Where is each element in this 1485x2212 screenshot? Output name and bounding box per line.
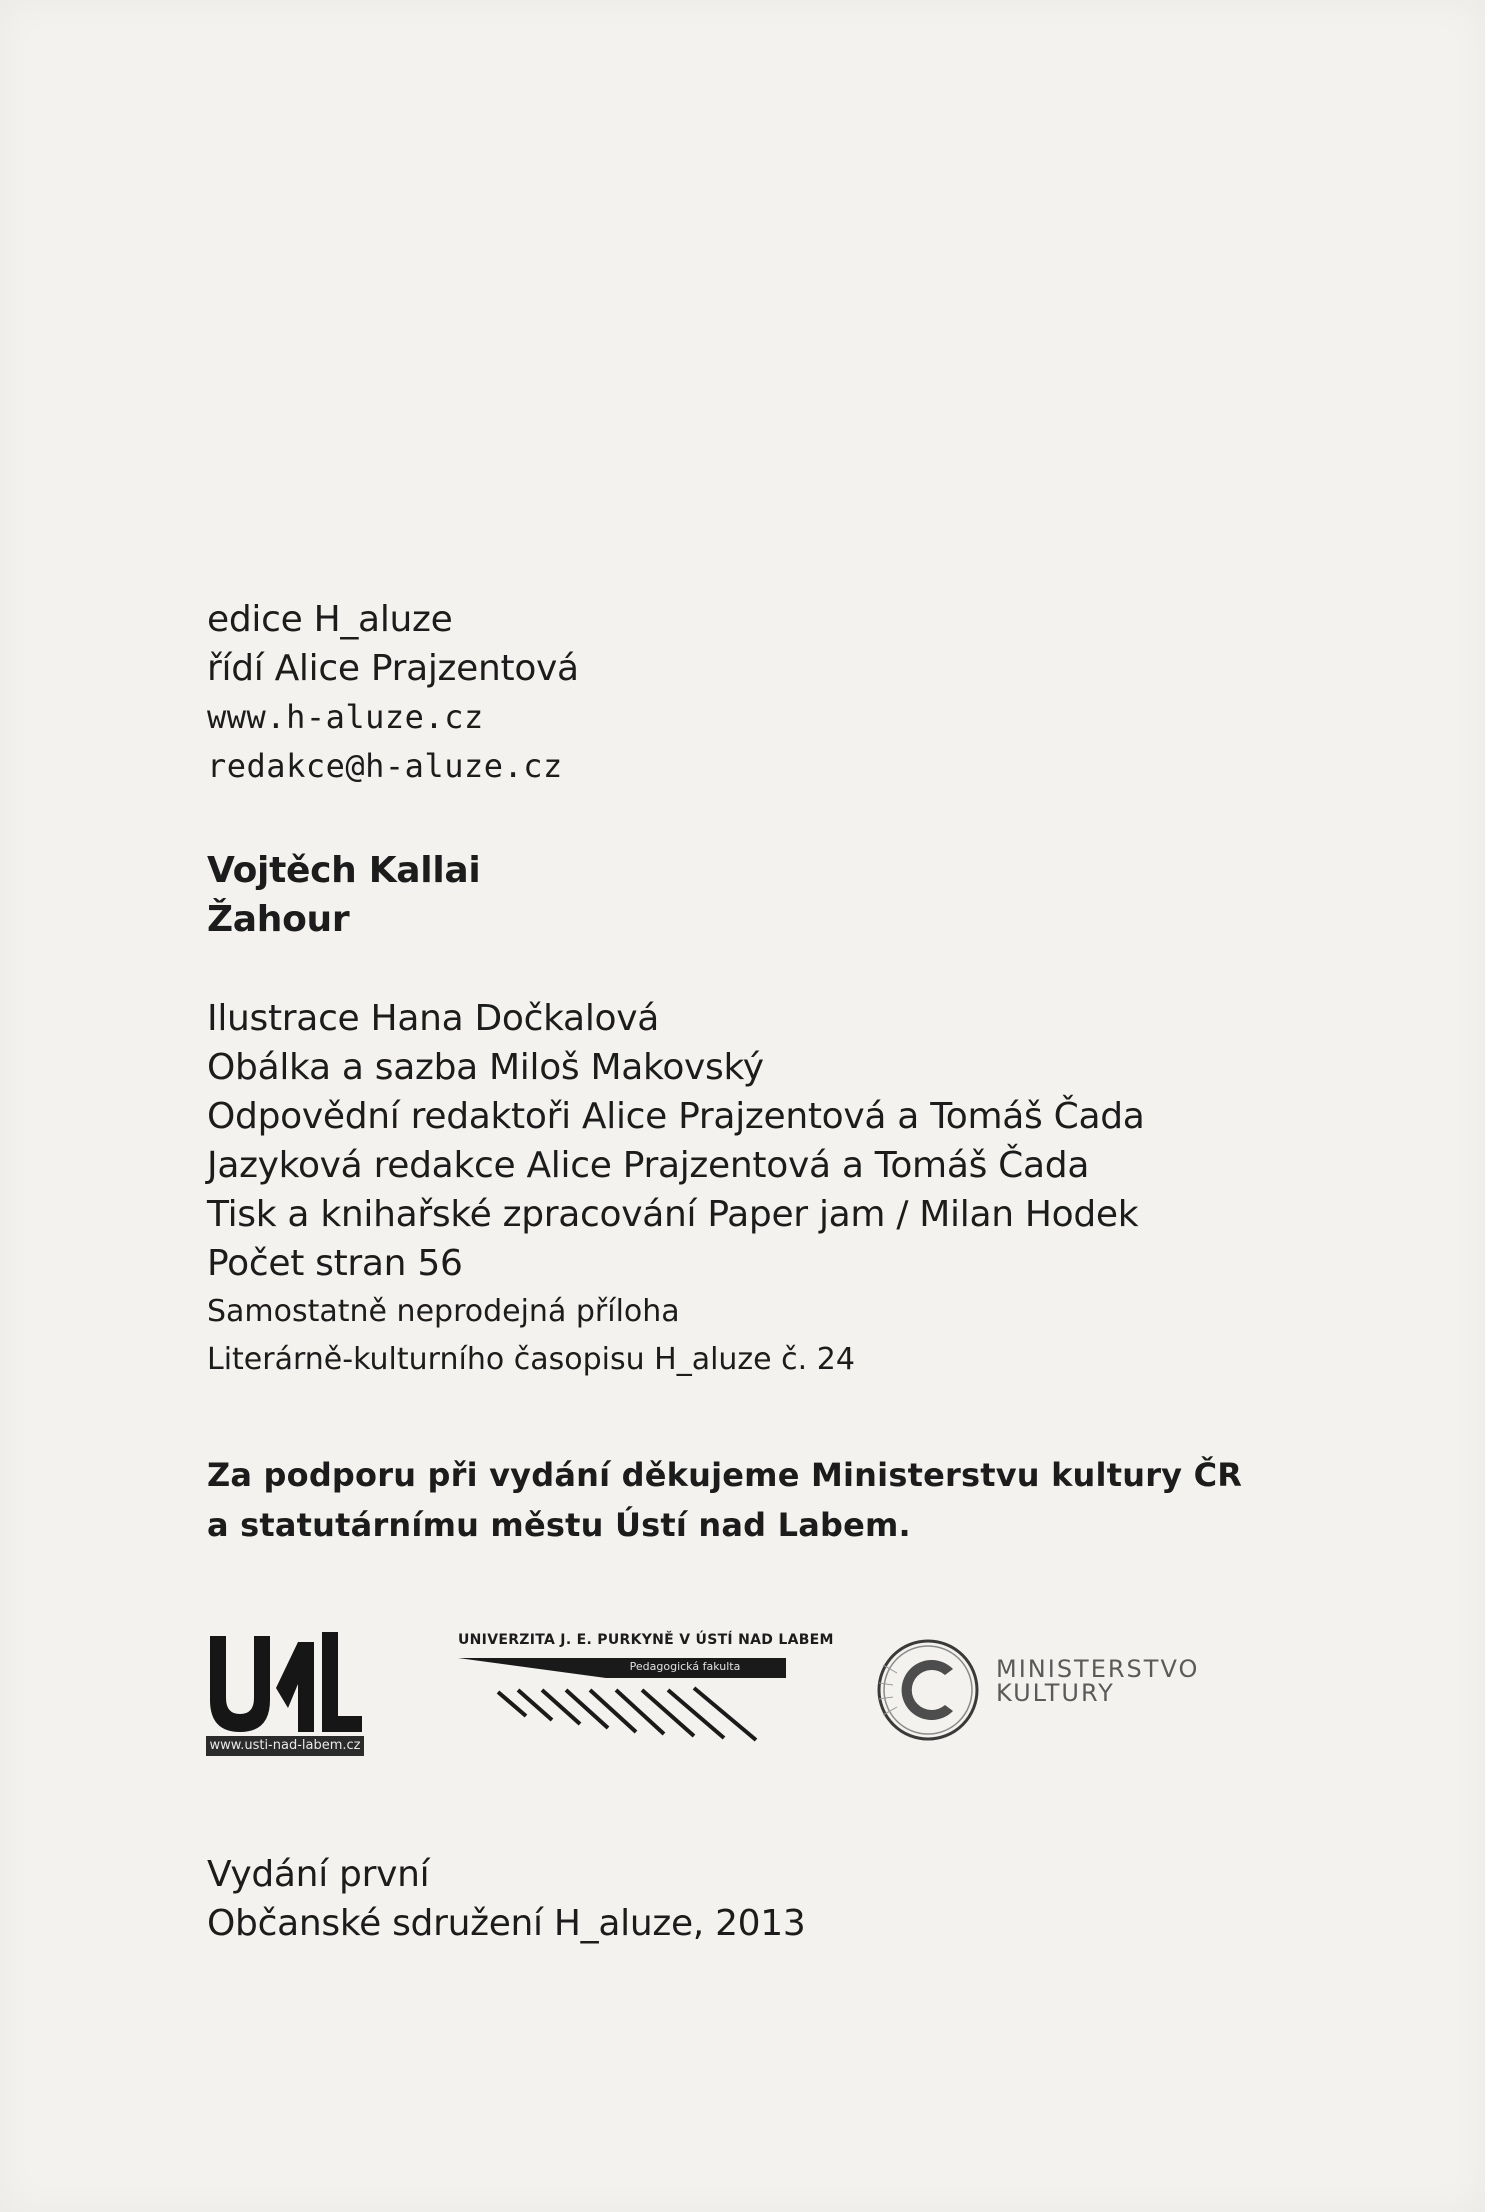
ujep-faculty: Pedagogická fakulta [629,1660,741,1673]
credit-line: Počet stran 56 [207,1243,463,1284]
credit-line: Ilustrace Hana Dočkalová [207,998,660,1039]
ministry-logo [873,1635,1213,1745]
usti-city-logo [206,1628,366,1758]
book-heading [207,846,480,944]
supplement-line: Literárně-kulturního časopisu H_aluze č. 24 [207,1342,855,1377]
ministry-text-line2: KULTURY [996,1679,1115,1707]
edition-editor: řídí Alice Prajzentová [207,648,579,689]
imprint-edition: Vydání první [207,1854,430,1895]
thanks-line: Za podporu při vydání děkujeme Ministerstvu kultury ČR [207,1456,1243,1494]
edition-email: redakce@h-aluze.cz [207,747,563,785]
imprint-block [207,1850,806,1948]
usti-city-url: www.usti-nad-labem.cz [206,1736,364,1756]
ujep-title: UNIVERZITA J. E. PURKYNĚ V ÚSTÍ NAD LABEM [458,1632,834,1648]
credit-line: Jazyková redakce Alice Prajzentová a Tomáš Čada [207,1145,1090,1186]
usti-city-logo-mark [206,1628,366,1736]
book-title: Žahour [207,899,350,940]
credit-line: Tisk a knihařské zpracování Paper jam / Milan Hodek [207,1194,1139,1235]
book-author: Vojtěch Kallai [207,850,481,891]
supplement-line: Samostatně neprodejná příloha [207,1294,680,1329]
thanks-line: a statutárnímu městu Ústí nad Labem. [207,1506,911,1544]
c-circle-logo-icon [873,1635,983,1745]
ministry-text-line1: MINISTERSTVO [996,1655,1200,1683]
ujep-logo-mark [456,1632,786,1742]
ujep-logo [456,1632,834,1742]
thanks-block [207,1450,1242,1550]
edition-web: www.h-aluze.cz [207,698,484,736]
edition-info [207,595,579,791]
credit-line: Odpovědní redaktoři Alice Prajzentová a Tomáš Čada [207,1096,1145,1137]
credits-list [207,994,1145,1384]
credit-line: Obálka a sazba Miloš Makovský [207,1047,764,1088]
imprint-publisher: Občanské sdružení H_aluze, 2013 [207,1903,806,1944]
ministry-text [996,1657,1199,1705]
edition-series: edice H_aluze [207,599,453,640]
